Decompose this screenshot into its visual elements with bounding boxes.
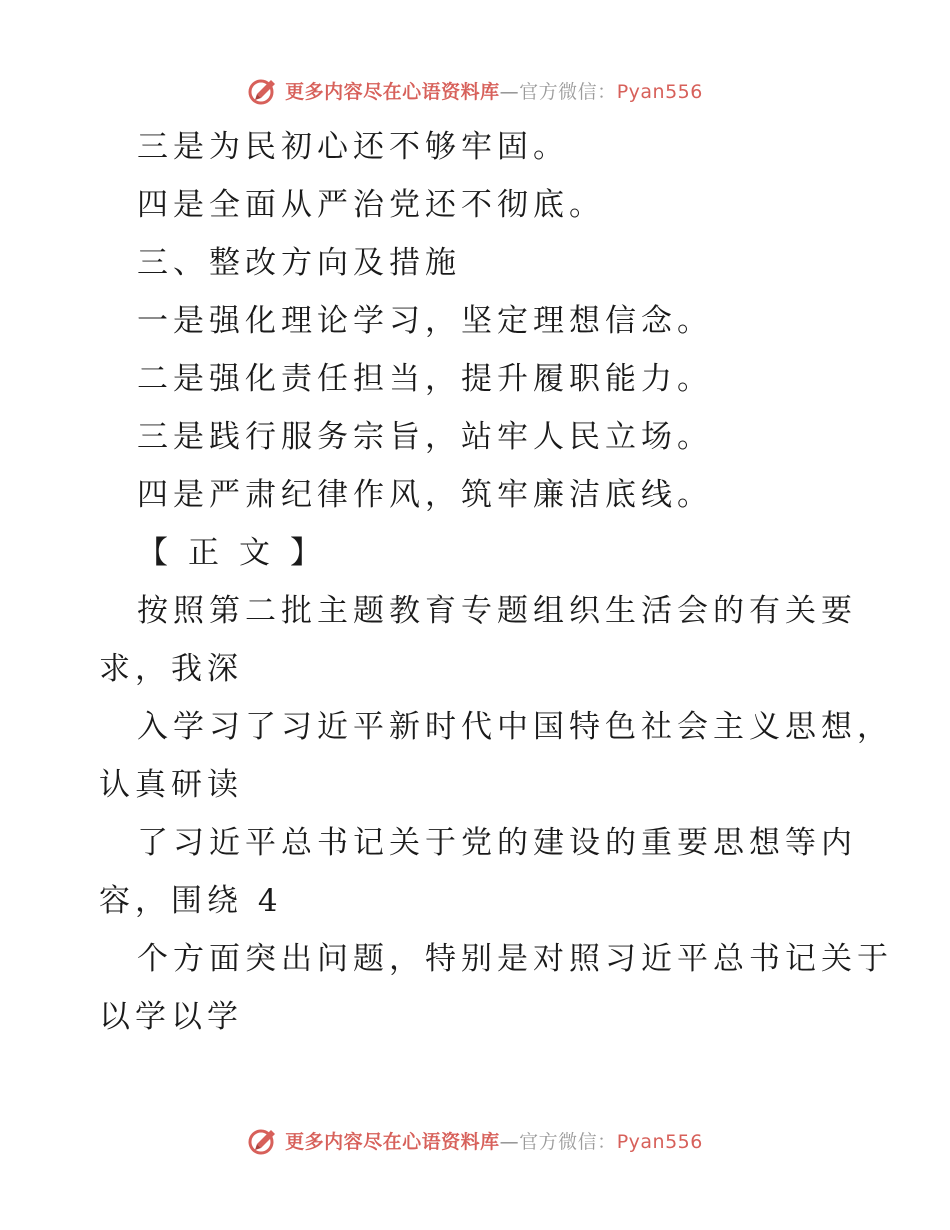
- banner-id: Pyan556: [616, 1130, 703, 1153]
- section-title: 【正文】: [137, 535, 341, 571]
- pen-logo-icon: [247, 1124, 279, 1156]
- paragraph-line: 了习近平总书记关于党的建设的重要思想等内: [137, 825, 857, 861]
- header-banner-text: [285, 77, 703, 104]
- footer-banner-text: [285, 1127, 703, 1154]
- text-line: 四是严肃纪律作风，筑牢廉洁底线。: [137, 477, 713, 513]
- banner-main: 更多内容尽在心语资料库: [285, 80, 500, 103]
- paragraph-line: 按照第二批主题教育专题组织生活会的有关要: [137, 593, 857, 629]
- header-banner: [0, 70, 950, 110]
- paragraph-line: 个方面突出问题，特别是对照习近平总书记关于: [137, 941, 893, 977]
- banner-main: 更多内容尽在心语资料库: [285, 1130, 500, 1153]
- paragraph-line: 容，围绕 4: [99, 883, 283, 919]
- text-line: 二是强化责任担当，提升履职能力。: [137, 361, 713, 397]
- document-body: [0, 118, 950, 1046]
- section-heading: 三、整改方向及措施: [137, 245, 461, 281]
- text-line: 一是强化理论学习，坚定理想信念。: [137, 303, 713, 339]
- paragraph-line: 入学习了习近平新时代中国特色社会主义思想，: [137, 709, 893, 745]
- text-line: 四是全面从严治党还不彻底。: [137, 187, 605, 223]
- footer-banner: [0, 1120, 950, 1160]
- paragraph-line: 以学以学: [99, 999, 243, 1035]
- banner-separator: —: [499, 1130, 520, 1153]
- paragraph-line: 认真研读: [99, 767, 243, 803]
- paragraph-line: 求，我深: [99, 651, 243, 687]
- text-line: 三是为民初心还不够牢固。: [137, 129, 569, 165]
- banner-id: Pyan556: [616, 80, 703, 103]
- banner-contact: 官方微信：: [519, 80, 617, 103]
- pen-logo-icon: [247, 74, 279, 106]
- banner-separator: —: [499, 80, 520, 103]
- text-line: 三是践行服务宗旨，站牢人民立场。: [137, 419, 713, 455]
- banner-contact: 官方微信：: [519, 1130, 617, 1153]
